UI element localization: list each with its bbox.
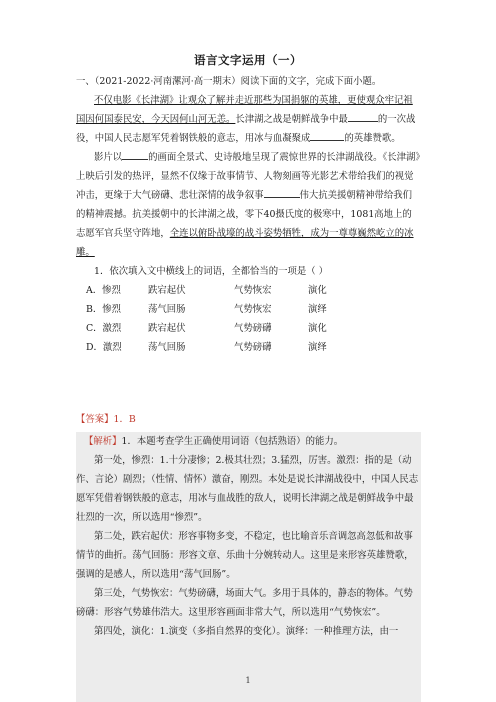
option-label: C．激烈	[86, 323, 122, 334]
passage-paragraph-2	[76, 148, 421, 262]
text-segment: 影片以	[94, 152, 123, 163]
underlined-sentence-1: 不仅电影《长津湖》让观众了解并走近那些为国捐躯的英雄，更使观众牢记祖国因何国泰民安，今天因何山河无恙。	[76, 95, 413, 125]
fill-blank-3	[122, 149, 148, 160]
fill-blank-2	[310, 130, 344, 141]
option-word: 演绎	[308, 342, 327, 353]
analysis-paragraph-1: 第一处，惨烈：1.十分凄惨；2.极其壮烈；3.猛烈，厉害。激烈：指的是（动作、言论）剧烈；（性情、情怀）激奋，刚烈。本处是说长津湖战役中，中国人民志愿军凭借着钢铁般的意志，用冰与血战胜的敌人，说明长津湖之战是朝鲜战争中最壮烈的一次，所以选用“惨烈”。	[76, 455, 419, 523]
option-word: 演化	[308, 323, 327, 334]
option-d	[76, 338, 421, 357]
options-list	[76, 281, 421, 357]
text-segment: 的画面全景式、史诗般地呈现了震惊世界的长津湖战役。《长津湖》上映后引发的热评，显然不仅缘于故事情节、人物刻画等光影艺术带给我们的视觉冲击，更缘于大气磅礴、悲壮深情的战争叙事	[76, 152, 421, 201]
answer-line: 【答案】1．B	[76, 414, 136, 425]
text-segment: 伟大抗美援朝精神带给我们的精神震撼。抗美援朝中的长津湖之战，零下40摄氏度的极寒中，1081高地上的志愿军官兵坚守阵地，	[76, 190, 413, 239]
question-stem: 1．依次填入文中横线上的词语，全都恰当的一项是（ ）	[94, 266, 328, 277]
option-c	[76, 319, 421, 338]
option-word: 演绎	[308, 304, 327, 315]
fill-blank-1	[348, 111, 378, 122]
option-label: D．激烈	[86, 342, 122, 353]
text-segment: 的一次战役，中国人民志愿军凭着钢铁般的意志，用冰与血凝聚成	[76, 114, 416, 144]
option-word: 气势恢宏	[234, 304, 272, 315]
page-number: 1	[245, 676, 251, 685]
passage-paragraph-1	[76, 91, 421, 148]
analysis-lead	[76, 432, 421, 451]
analysis-box	[76, 432, 421, 702]
option-word: 气势磅礴	[234, 323, 272, 334]
option-b	[76, 300, 421, 319]
option-word: 荡气回肠	[148, 304, 186, 315]
text-segment: 的英雄赞歌。	[344, 133, 401, 144]
text-segment: 长津湖之战是朝鲜战争中最	[235, 114, 348, 125]
option-word: 跌宕起伏	[148, 323, 186, 334]
option-a	[76, 281, 421, 300]
option-word: 跌宕起伏	[148, 285, 186, 296]
analysis-head: 【解析】	[84, 436, 122, 447]
passage	[76, 72, 421, 357]
underlined-sentence-2: 全连以俯卧战壕的战斗姿势牺牲，成为一尊尊巍然屹立的冰雕。	[76, 228, 414, 258]
option-word: 气势磅礴	[234, 342, 272, 353]
analysis-lead-text: 1．本题考查学生正确使用词语（包括熟语）的能力。	[121, 436, 344, 447]
option-label: A．惨烈	[86, 285, 121, 296]
page-title: 语言文字运用（一）	[194, 53, 302, 67]
analysis-paragraph-2: 第二处，跌宕起伏：形容事物多变，不稳定，也比喻音乐音调忽高忽低和故事情节的曲折。荡气回肠：形容文章、乐曲十分婉转动人。这里是来形容英雄赞歌，强调的是感人，所以选用“荡气回肠”。	[76, 531, 414, 580]
intro-line: 一、（2021-2022·河南漯河·高一期末）阅读下面的文字，完成下面小题。	[76, 76, 382, 87]
option-word: 荡气回肠	[148, 342, 186, 353]
option-word: 演化	[308, 285, 327, 296]
option-word: 气势恢宏	[234, 285, 272, 296]
analysis-paragraph-3: 第三处，气势恢宏：气势磅礴，场面大气。多用于具体的，静态的物体。气势磅礴：形容气势雄伟浩大。这里形容画面非常大气，所以选用“气势恢宏”。	[76, 588, 413, 618]
option-label: B．惨烈	[86, 304, 122, 315]
fill-blank-4	[264, 187, 300, 198]
analysis-paragraph-4: 第四处，演化：1.演变（多指自然界的变化）。演绎：一种推理方法，由一	[94, 626, 399, 637]
